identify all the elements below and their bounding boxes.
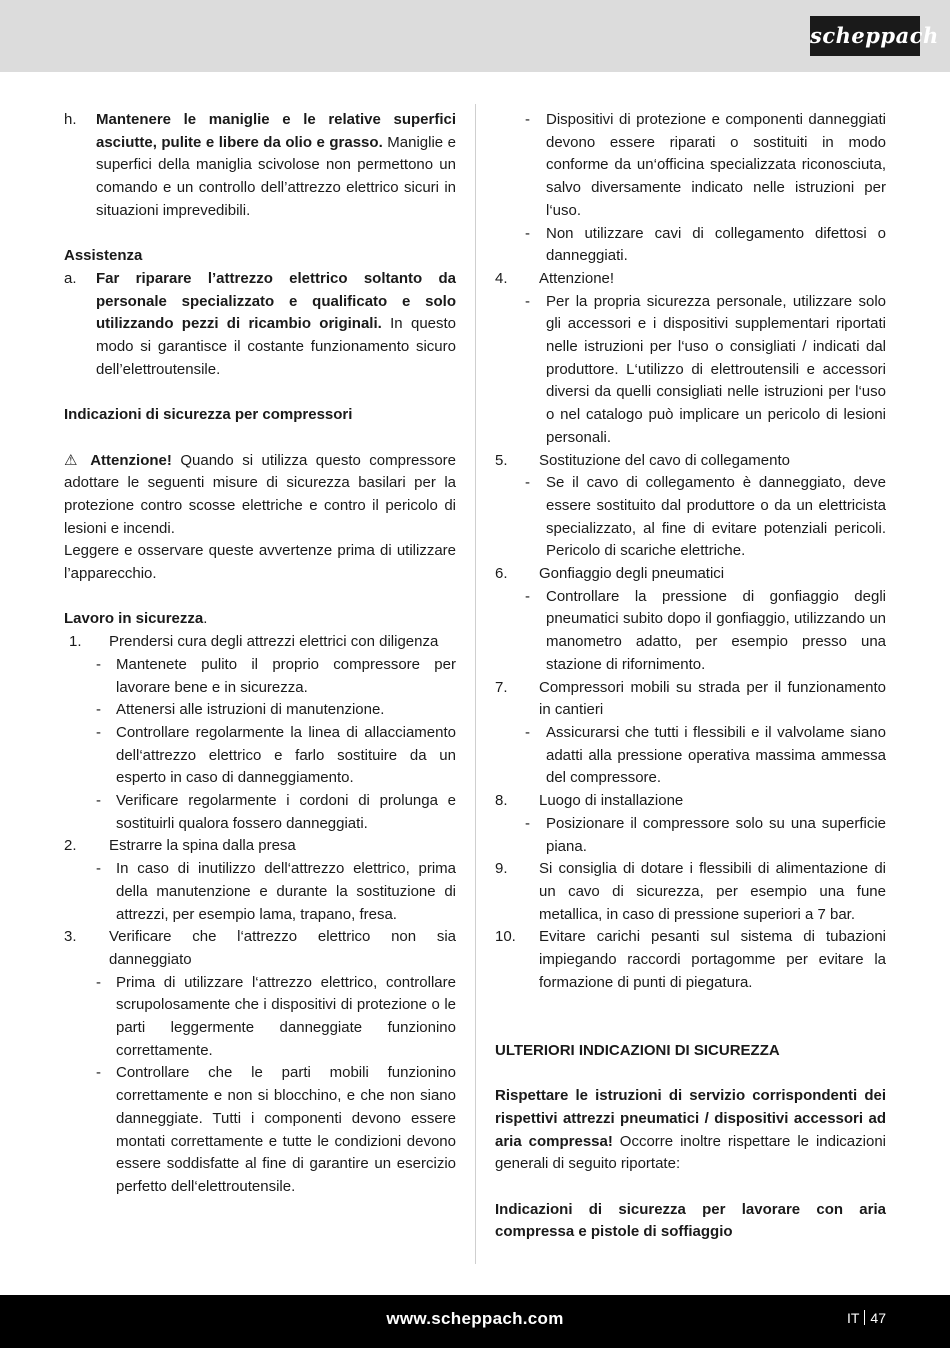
sub-item-text: In caso di inutilizzo dell‘attrezzo elettrico, prima della manutenzione e durante la sostituzione di attrezzi, per esempio lama, trapano, fresa. [116, 860, 456, 923]
page-number: 47 [870, 1310, 886, 1326]
dash-marker: - [96, 792, 101, 810]
item-text: Estrarre la spina dalla presa [109, 837, 296, 855]
dash-marker: - [96, 655, 101, 673]
item-number: 2. [64, 837, 77, 855]
sub-item-text: Per la propria sicurezza personale, utilizzare solo gli accessori e i dispositivi supplementari riportati nelle istruzioni per l‘uso o consigliati / indicati dal produttore. L‘utilizzo di elettroutensili e accessori diversi da quelli consigliati nelle istruzioni per l‘uso o nel catalogo può implicare un pericolo di lesioni personali. [546, 292, 886, 446]
website-link[interactable]: www.scheppach.com [386, 1309, 564, 1328]
item-marker: a. [64, 269, 77, 287]
sub-item-text: Mantenete pulito il proprio compressore per lavorare bene e in sicurezza. [116, 655, 456, 696]
language-code: IT [846, 1310, 860, 1326]
sub-list-item [495, 722, 886, 790]
item-number: 8. [495, 792, 508, 810]
further-safety-heading: ULTERIORI INDICAZIONI DI SICUREZZA [495, 1041, 780, 1059]
item-text: Prendersi cura degli attrezzi elettrici con diligenza [109, 633, 439, 651]
numbered-item [495, 858, 886, 926]
numbered-item [64, 835, 456, 858]
sub-list-item [495, 109, 886, 223]
sub-item-text: Verificare regolarmente i cordoni di prolunga e sostituirli qualora fossero danneggiati. [116, 792, 456, 832]
numbered-item [495, 926, 886, 994]
item-number: 3. [64, 928, 77, 946]
item-number: 1. [69, 633, 82, 651]
dash-marker: - [525, 111, 530, 128]
warning-paragraph [64, 450, 456, 541]
item-text: Verificare che l‘attrezzo elettrico non sia danneggiato [109, 928, 456, 968]
numbered-item [495, 268, 886, 291]
dash-marker: - [525, 474, 530, 492]
column-divider [475, 104, 476, 1264]
item-text: Attenzione! [539, 269, 615, 287]
sub-list-item [64, 1062, 456, 1198]
sub-list-item [64, 699, 456, 722]
sub-item-text: Se il cavo di collegamento è danneggiato, deve essere sostituito dal produttore o da un elettricista specializzato, al fine di evitare potenziali pericoli. Pericolo di scariche elettriche. [546, 474, 886, 560]
item-text: Evitare carichi pesanti sul sistema di tubazioni impiegando raccordi portagomme per evitare la formazione di punti di piegatura. [539, 928, 886, 991]
footer-bar [0, 1295, 950, 1348]
dash-marker: - [96, 860, 101, 878]
further-text: Occorre inoltre rispettare le indicazioni generali di seguito riportate: [495, 1132, 886, 1173]
item-h-text: Maniglie e superfici della maniglia scivolose non permettono un comando e un controllo dell’attrezzo elettrico sicuri in situazioni imprevedibili. [96, 133, 456, 219]
item-a-bold: Far riparare l’attrezzo elettrico soltanto da personale specializzato e qualificato e solo utilizzando pezzi di ricambio originali. [96, 269, 456, 333]
sub-list-item [64, 654, 456, 699]
continued-sub-list [495, 109, 886, 268]
lavoro-heading: Lavoro in sicurezza [64, 610, 204, 628]
item-h-bold: Mantenere le maniglie e le relative superfici asciutte, pulite e libere da olio e grasso. [96, 111, 456, 151]
item-number: 10. [495, 928, 516, 946]
sub-item-text: Controllare regolarmente la linea di allacciamento dell‘attrezzo elettrico e farlo sostituire da un esperto in caso di danneggiamento. [116, 723, 456, 787]
dash-marker: - [525, 292, 530, 310]
numbered-item [495, 450, 886, 473]
sub-list-item [64, 722, 456, 790]
brand-logo: scheppach [810, 16, 920, 56]
sub-list-item [495, 223, 886, 268]
item-text: Luogo di installazione [539, 792, 684, 810]
sub-list-item [64, 972, 456, 1063]
numbered-item [495, 563, 886, 586]
sub-item-text: Posizionare il compressore solo su una superficie piana. [546, 814, 886, 855]
sub-list-item [64, 790, 456, 835]
numbered-item [64, 631, 456, 654]
item-text: Gonfiaggio degli pneumatici [539, 565, 725, 583]
dash-marker: - [525, 723, 530, 741]
item-number: 9. [495, 860, 508, 878]
item-number: 5. [495, 451, 508, 469]
warning-label: Attenzione! [90, 451, 172, 469]
sub-list-item [495, 586, 886, 677]
warning-text: Quando si utilizza questo compressore adottare le seguenti misure di sicurezza basilari per la protezione contro scosse elettriche e contro il pericolo di lesioni e incendi. [64, 451, 456, 537]
dash-marker: - [96, 723, 101, 741]
numbered-item [64, 926, 456, 971]
page-indicator [847, 1310, 886, 1326]
sub-item-text: Attenersi alle istruzioni di manutenzione. [116, 701, 385, 719]
left-column [64, 109, 456, 1199]
right-numbered-list [495, 268, 886, 995]
dash-marker: - [525, 814, 530, 832]
left-numbered-list [64, 631, 456, 1199]
dash-marker: - [525, 224, 530, 242]
dash-marker: - [525, 587, 530, 605]
sub-list-item [495, 472, 886, 563]
item-number: 4. [495, 269, 508, 287]
list-item-h [64, 109, 456, 223]
item-text: Sostituzione del cavo di collegamento [539, 451, 790, 469]
assistenza-heading: Assistenza [64, 247, 143, 265]
sub-item-text: Prima di utilizzare l‘attrezzo elettrico, controllare scrupolosamente che i dispositivi di protezione o le parti leggermente danneggiate funzionino correttamente. [116, 973, 456, 1059]
sub-list-item [64, 858, 456, 926]
sub-list-item [495, 291, 886, 450]
header-bar [0, 0, 950, 72]
lavoro-heading-line: Lavoro in sicurezza. [64, 610, 208, 628]
sub-item-text: Assicurarsi che tutti i flessibili e il valvolame siano adatti alla pressione operativa massima ammessa del compressore. [546, 723, 886, 787]
item-marker: h. [64, 111, 77, 128]
item-text: Compressori mobili su strada per il funzionamento in cantieri [539, 678, 886, 719]
further-bold: Rispettare le istruzioni di servizio corrispondenti dei rispettivi attrezzi pneumatici / dispositivi accessori ad aria compressa! [495, 1087, 886, 1150]
compressor-heading: Indicazioni di sicurezza per compressori [64, 406, 353, 424]
sub-item-text: Controllare che le parti mobili funzionino correttamente e non si blocchino, e che non siano danneggiate. Tutti i componenti devono essere montati correttamente e tutte le condizioni devono essere soddisfatte al fine di garantire un esercizio perfetto dell‘elettroutensile. [116, 1064, 456, 1195]
warning-text-2: Leggere e osservare queste avvertenze prima di utilizzare l’apparecchio. [64, 542, 456, 583]
compressed-air-heading: Indicazioni di sicurezza per lavorare con aria compressa e pistole di soffiaggio [495, 1200, 886, 1241]
list-item-a [64, 268, 456, 382]
item-a-text: In questo modo si garantisce il costante funzionamento sicuro dell’elettroutensile. [96, 315, 457, 378]
sub-item-text: Dispositivi di protezione e componenti danneggiati devono essere riparati o sostituiti in modo conforme da un‘officina specializzata riconosciuta, salvo diversamente indicato nelle istruzioni per l‘uso. [546, 111, 886, 219]
sub-item-text: Non utilizzare cavi di collegamento difettosi o danneggiati. [546, 224, 886, 265]
item-text: Si consiglia di dotare i flessibili di alimentazione di un cavo di sicurezza, per esempio una fune metallica, in caso di pressione superiori a 7 bar. [539, 860, 886, 923]
further-paragraph [495, 1085, 886, 1176]
numbered-item [495, 790, 886, 813]
item-number: 7. [495, 678, 508, 696]
item-number: 6. [495, 565, 508, 583]
dash-marker: - [96, 1064, 101, 1082]
sub-item-text: Controllare la pressione di gonfiaggio degli pneumatici subito dopo il gonfiaggio, utilizzando un manometro adatto, per esempio presso una stazione di rifornimento. [546, 587, 886, 673]
right-column [495, 109, 886, 1244]
dash-marker: - [96, 973, 101, 991]
warning-icon: ⚠ [64, 451, 82, 469]
sub-list-item [495, 813, 886, 858]
numbered-item [495, 677, 886, 722]
dash-marker: - [96, 701, 101, 719]
